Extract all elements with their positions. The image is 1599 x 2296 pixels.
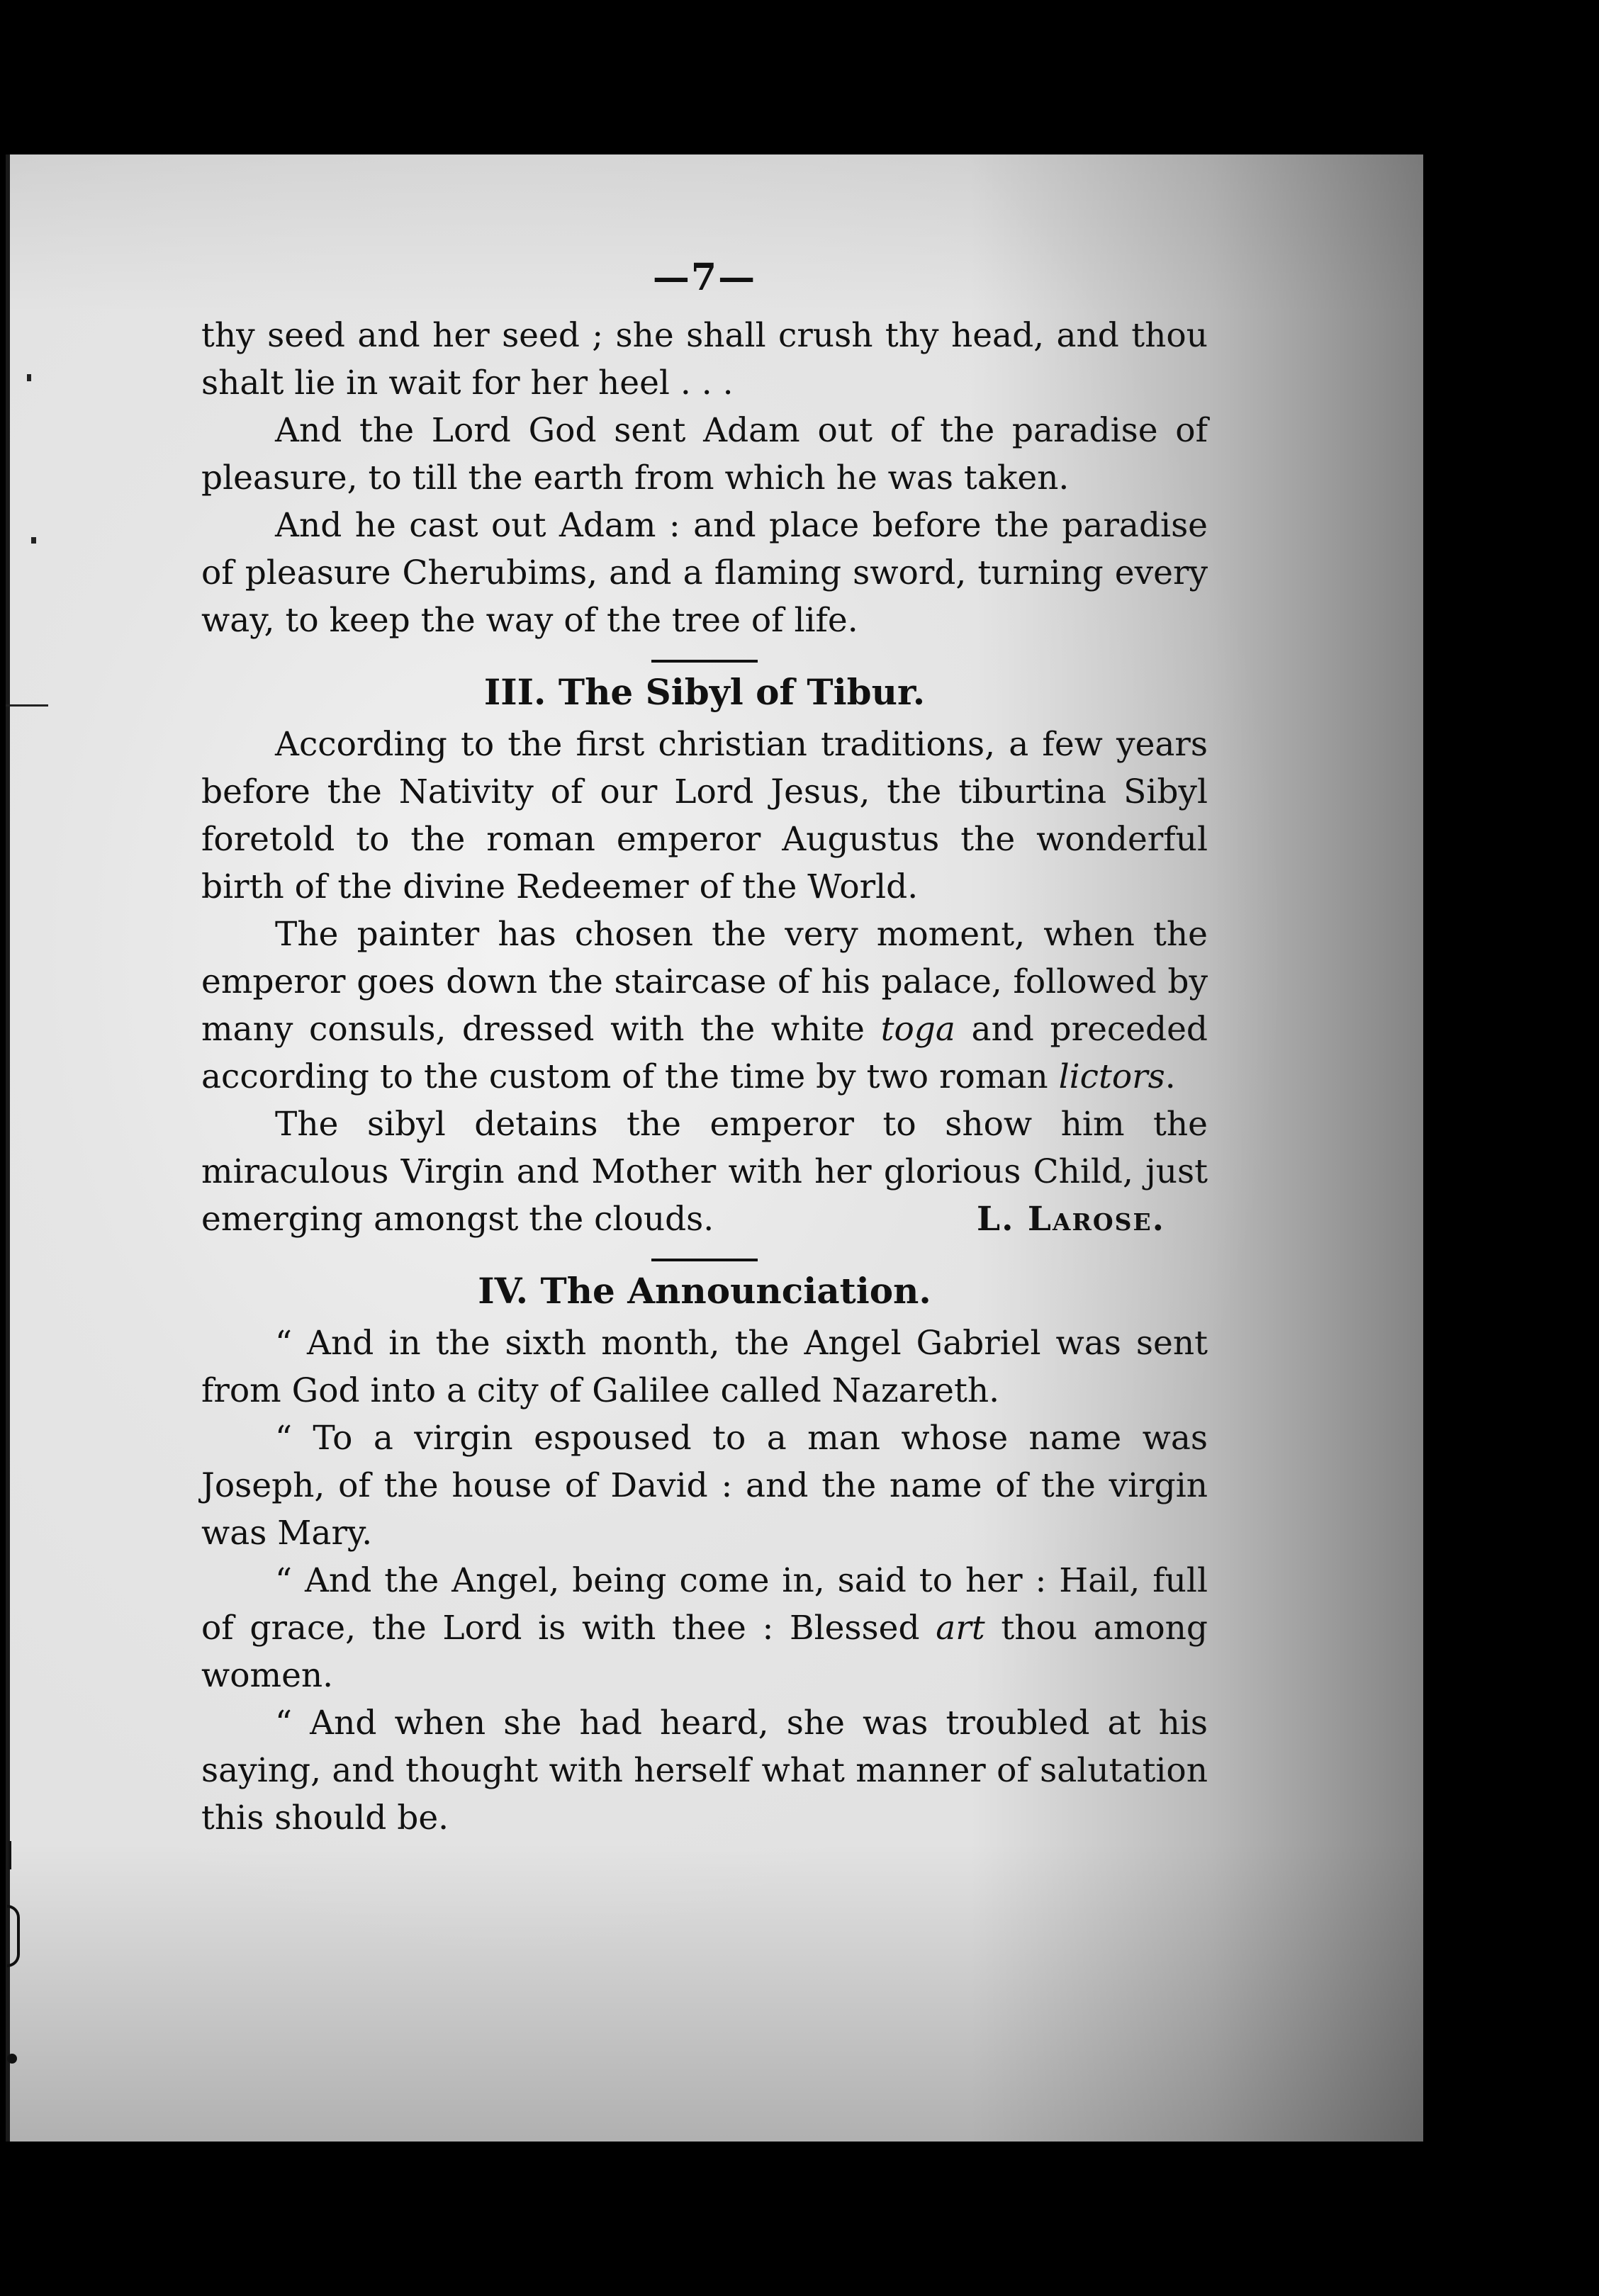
sibyl-detains-text: The sibyl detains the emperor to show him the miraculous Virgin and Mother with her glorious Child, just emerging amongst the clouds. [201,1105,1208,1239]
paragraph-adam-sent: And the Lord God sent Adam out of the paradise of pleasure, to till the earth from which he was taken. [201,411,1208,497]
margin-tick [6,704,48,707]
section-divider [651,660,758,663]
section-heading-announciation: IV. The Announciation. [478,1270,931,1312]
page-text [201,249,1208,1842]
author-signature: L. Larose. [977,1200,1165,1239]
painter-text-b: and preceded according to the custom of the time by two roman [201,1010,1208,1096]
binding-mark [9,1841,18,1869]
word-lictors: lictors [1058,1057,1165,1096]
section-divider [651,1259,758,1261]
margin-speck [27,374,31,381]
word-art: art [936,1609,985,1648]
binding-mark [7,2054,17,2064]
paragraph-painter [201,911,1208,1101]
paragraph-sibyl-detains [201,1101,1208,1243]
paragraph-troubled: “ And when she had heard, she was troubled at his saying, and thought with herself what manner of salutation this should be. [201,1704,1208,1838]
paragraph-virgin-espoused: “ To a virgin espoused to a man whose name was Joseph, of the house of David : and the name of the virgin was Mary. [201,1419,1208,1553]
paragraph-sixth-month: “ And in the sixth month, the Angel Gabriel was sent from God into a city of Galilee called Nazareth. [201,1324,1208,1410]
book-page [6,154,1423,2142]
margin-speck [31,537,36,544]
paragraph-continuation: thy seed and her seed ; she shall crush thy head, and thou shalt lie in wait for her heel . . . [201,316,1208,403]
painter-text-c: . [1165,1057,1176,1096]
page-number: —7— [652,256,757,299]
paragraph-angel-hail [201,1557,1208,1699]
binding-mark [7,1905,20,1967]
paragraph-adam-cast: And he cast out Adam : and place before the paradise of pleasure Cherubims, and a flaming sword, turning every way, to keep the way of the tree of life. [201,506,1208,640]
section-heading-sibyl: III. The Sibyl of Tibur. [483,671,926,713]
word-toga: toga [880,1010,955,1049]
paragraph-sibyl-tradition: According to the first christian traditions, a few years before the Nativity of our Lord Jesus, the tiburtina Sibyl foretold to the roman emperor Augustus the wonderful birth of the divine Redeemer of the World. [201,725,1208,906]
painter-text-a: The painter has chosen the very moment, when the emperor goes down the staircase of his palace, followed by many consuls, dressed with the white [201,915,1208,1049]
hail-text-b: thou among women. [201,1609,1208,1695]
binding-marks [6,1841,20,2075]
hail-text-a: “ And the Angel, being come in, said to her : Hail, full of grace, the Lord is with thee : Blessed [201,1561,1208,1648]
